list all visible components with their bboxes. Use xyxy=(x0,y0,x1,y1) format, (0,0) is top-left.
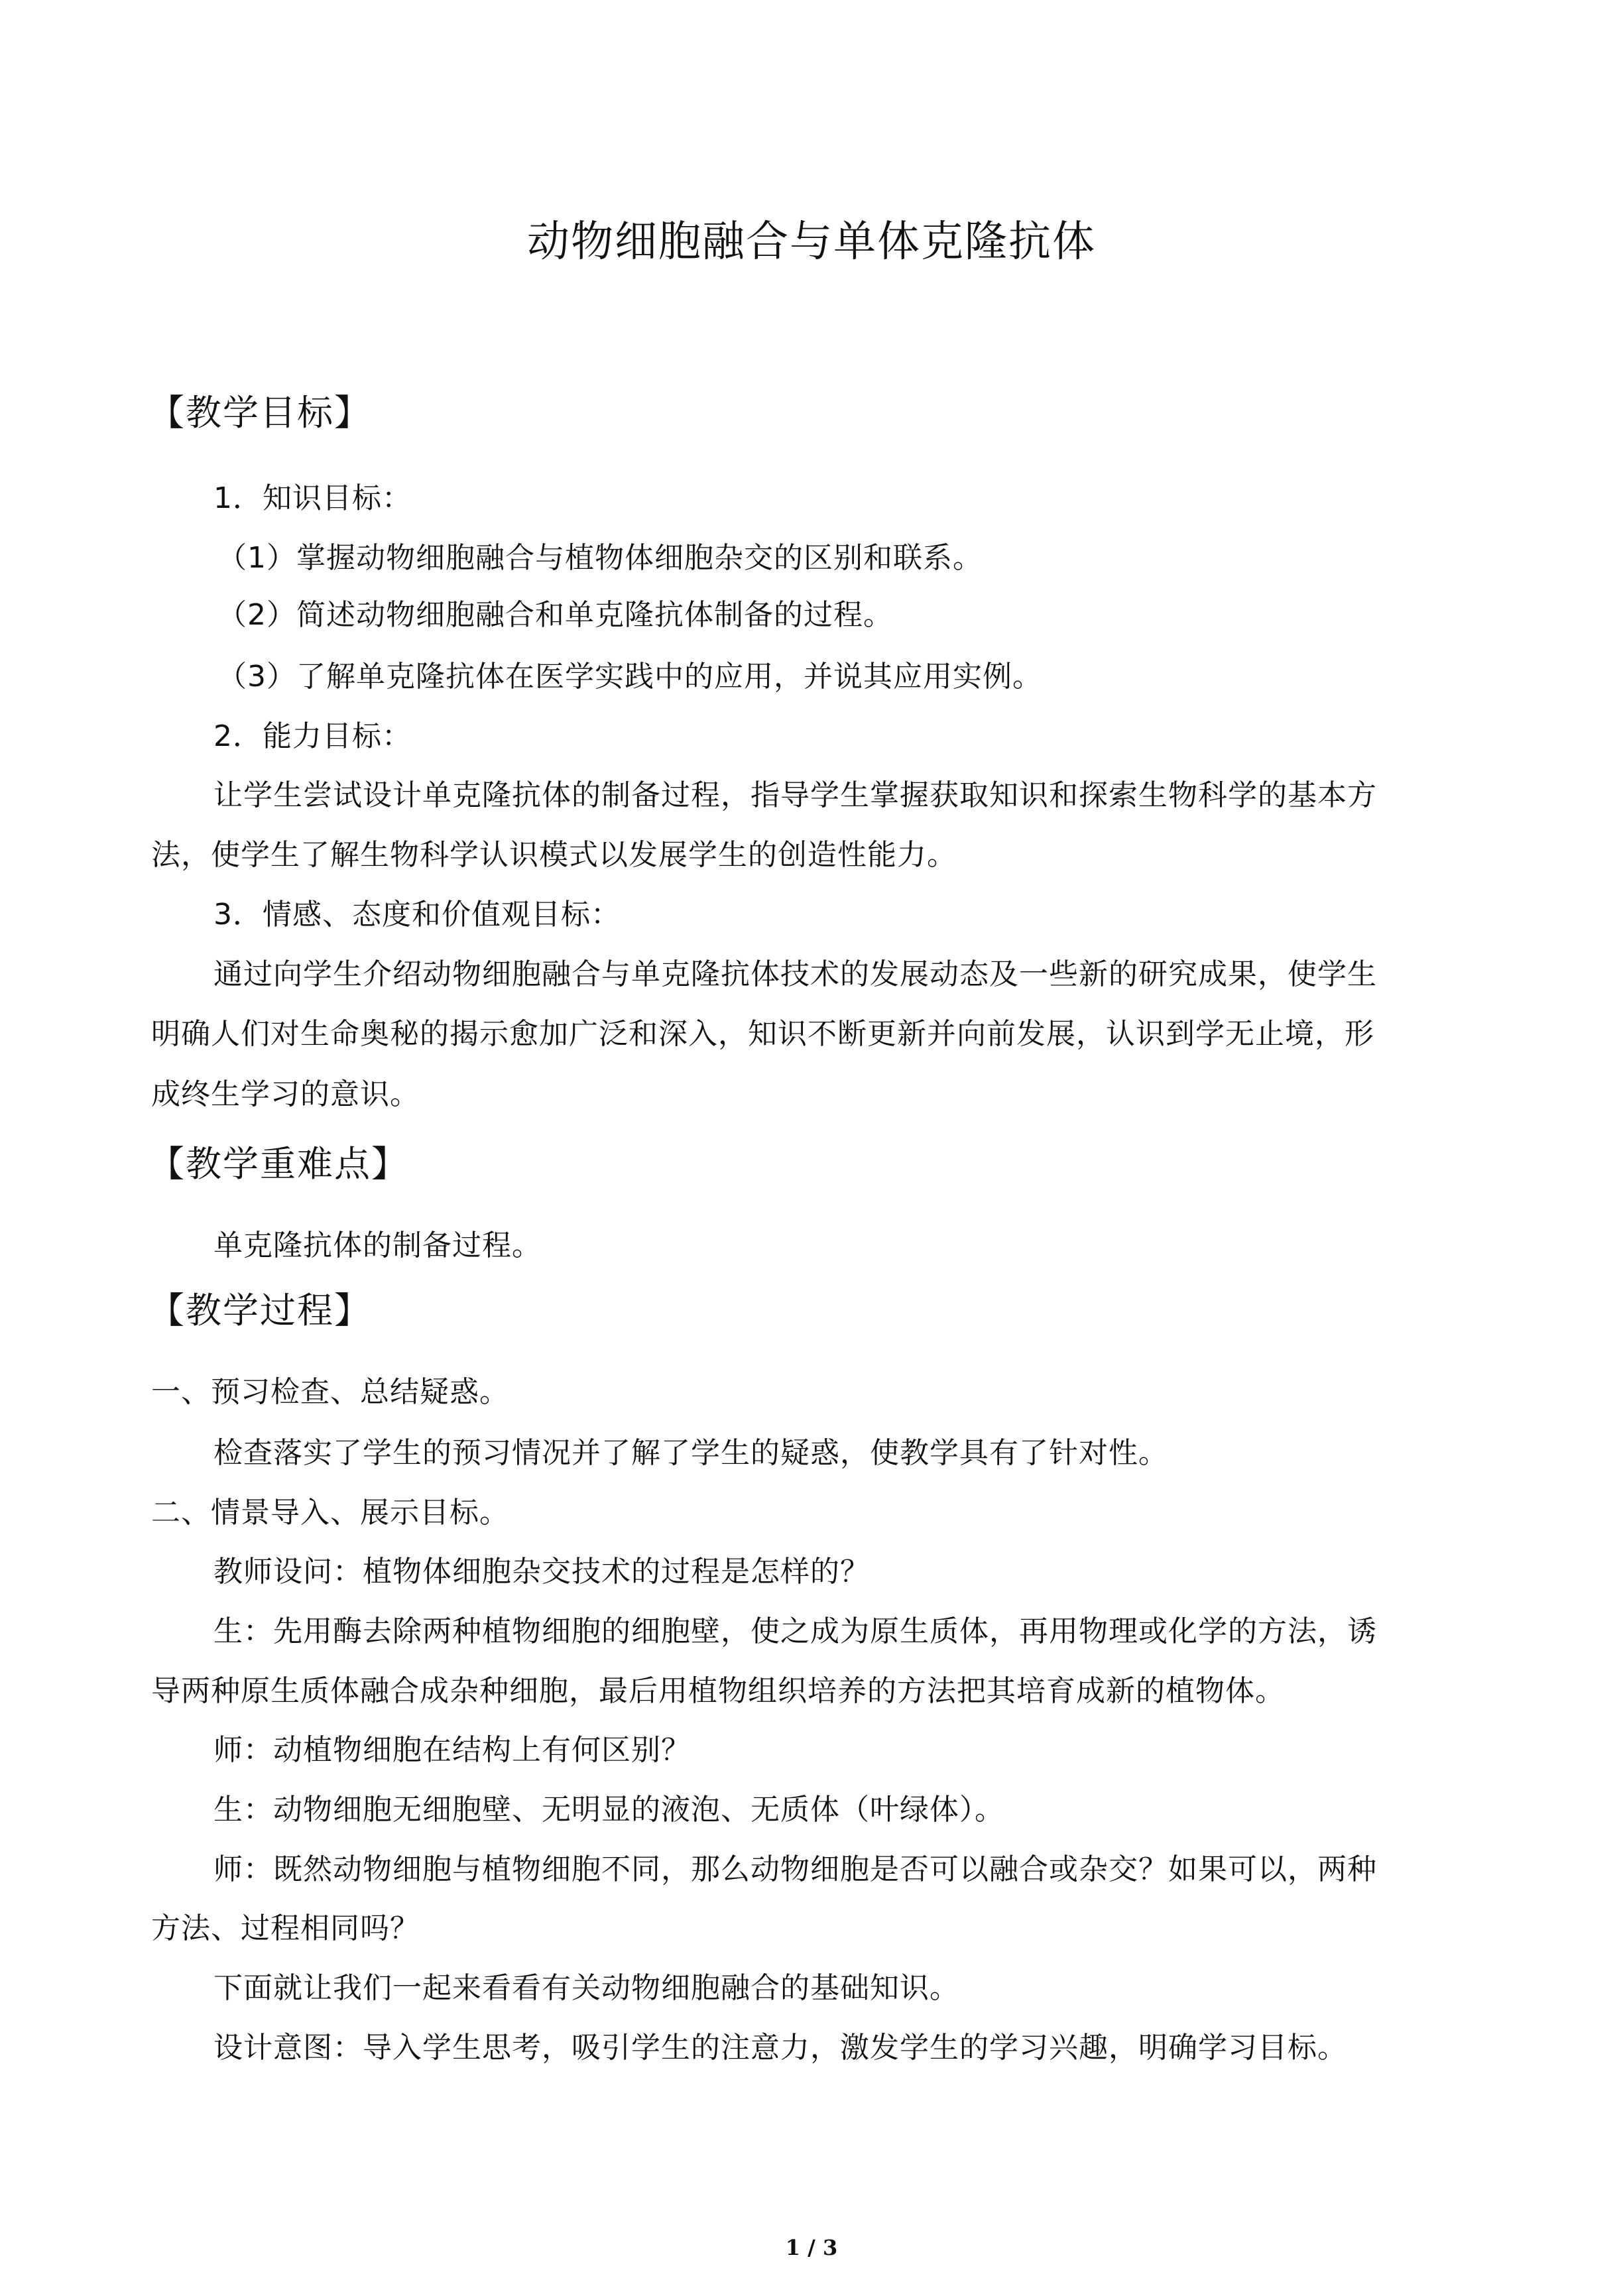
paragraph-line: 检查落实了学生的预习情况并了解了学生的疑惑，使教学具有了针对性。 xyxy=(213,1436,1168,1470)
paragraph-line: 明确人们对生命奥秘的揭示愈加广泛和深入，知识不断更新并向前发展，认识到学无止境，形 xyxy=(151,1017,1374,1051)
paragraph-line: 二、情景导入、展示目标。 xyxy=(151,1496,509,1530)
paragraph-line: 法，使学生了解生物科学认识模式以发展学生的创造性能力。 xyxy=(151,838,957,872)
paragraph-line: 导两种原生质体融合成杂种细胞，最后用植物组织培养的方法把其培育成新的植物体。 xyxy=(151,1674,1285,1708)
section-heading-teaching-goals: 【教学目标】 xyxy=(149,392,371,434)
paragraph-line: 一、预习检查、总结疑惑。 xyxy=(151,1375,509,1409)
section-heading-key-points: 【教学重难点】 xyxy=(149,1143,408,1185)
paragraph-line: 生：先用酶去除两种植物细胞的细胞壁，使之成为原生质体，再用物理或化学的方法，诱 xyxy=(213,1614,1377,1648)
paragraph-line: 设计意图：导入学生思考，吸引学生的注意力，激发学生的学习兴趣，明确学习目标。 xyxy=(213,2031,1347,2065)
document-title: 动物细胞融合与单体克隆抗体 xyxy=(527,217,1096,267)
paragraph-line: 师：动植物细胞在结构上有何区别？ xyxy=(213,1733,691,1767)
paragraph-line: 生：动物细胞无细胞壁、无明显的液泡、无质体（叶绿体）。 xyxy=(213,1793,1004,1827)
paragraph-line: 师：既然动物细胞与植物细胞不同，那么动物细胞是否可以融合或杂交？如果可以，两种 xyxy=(213,1852,1377,1886)
paragraph-line: 通过向学生介绍动物细胞融合与单克隆抗体技术的发展动态及一些新的研究成果，使学生 xyxy=(213,957,1377,991)
paragraph-line: （1）掌握动物细胞融合与植物体细胞杂交的区别和联系。 xyxy=(217,541,983,575)
paragraph-line: 教师设问：植物体细胞杂交技术的过程是怎样的？ xyxy=(213,1555,870,1589)
paragraph-line: 方法、过程相同吗？ xyxy=(151,1911,420,1945)
paragraph-line: （2）简述动物细胞融合和单克隆抗体制备的过程。 xyxy=(217,598,893,632)
section-heading-teaching-process: 【教学过程】 xyxy=(149,1290,371,1331)
page-number: 1 / 3 xyxy=(785,2235,838,2260)
paragraph-line: 2．能力目标： xyxy=(213,719,412,753)
paragraph-line: 成终生学习的意识。 xyxy=(151,1077,420,1111)
paragraph-line: 单克隆抗体的制备过程。 xyxy=(213,1229,542,1262)
paragraph-line: 下面就让我们一起来看看有关动物细胞融合的基础知识。 xyxy=(213,1971,959,2005)
paragraph-line: 让学生尝试设计单克隆抗体的制备过程，指导学生掌握获取知识和探索生物科学的基本方 xyxy=(213,778,1377,812)
paragraph-line: （3）了解单克隆抗体在医学实践中的应用，并说其应用实例。 xyxy=(217,660,1042,694)
paragraph-line: 3．情感、态度和价值观目标： xyxy=(213,898,621,932)
paragraph-line: 1．知识目标： xyxy=(213,481,412,515)
